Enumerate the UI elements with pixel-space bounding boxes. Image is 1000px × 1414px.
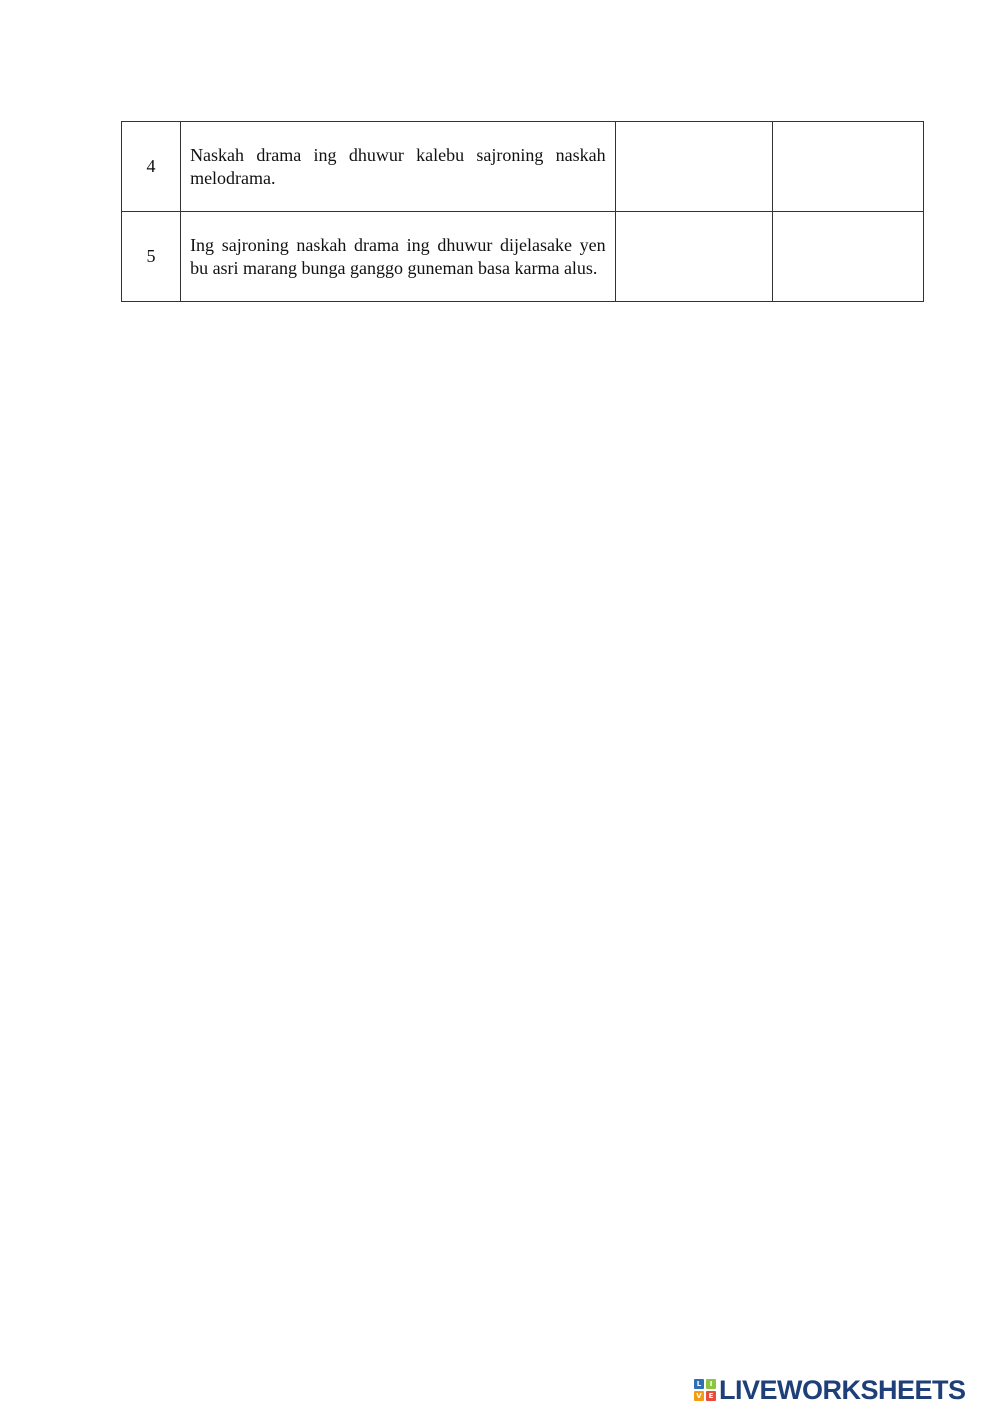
table-row — [122, 212, 924, 302]
answer-cell-a[interactable] — [615, 122, 772, 212]
statement-text: Ing sajroning naskah drama ing dhuwur dijelasake yen bu asri marang bunga ganggo guneman basa karma alus. — [181, 212, 616, 302]
logo-tile: V — [694, 1391, 704, 1401]
logo-tile: E — [706, 1391, 716, 1401]
answer-cell-b[interactable] — [772, 212, 923, 302]
liveworksheets-brand — [694, 1376, 966, 1404]
worksheet-table — [121, 121, 924, 302]
statement-text: Naskah drama ing dhuwur kalebu sajroning naskah melodrama. — [181, 122, 616, 212]
logo-tile: I — [706, 1379, 716, 1389]
table-row — [122, 122, 924, 212]
row-number: 5 — [122, 212, 181, 302]
answer-cell-a[interactable] — [615, 212, 772, 302]
logo-tile: L — [694, 1379, 704, 1389]
row-number: 4 — [122, 122, 181, 212]
answer-cell-b[interactable] — [772, 122, 923, 212]
brand-name: LIVEWORKSHEETS — [719, 1375, 966, 1405]
liveworksheets-logo-icon — [694, 1379, 716, 1401]
